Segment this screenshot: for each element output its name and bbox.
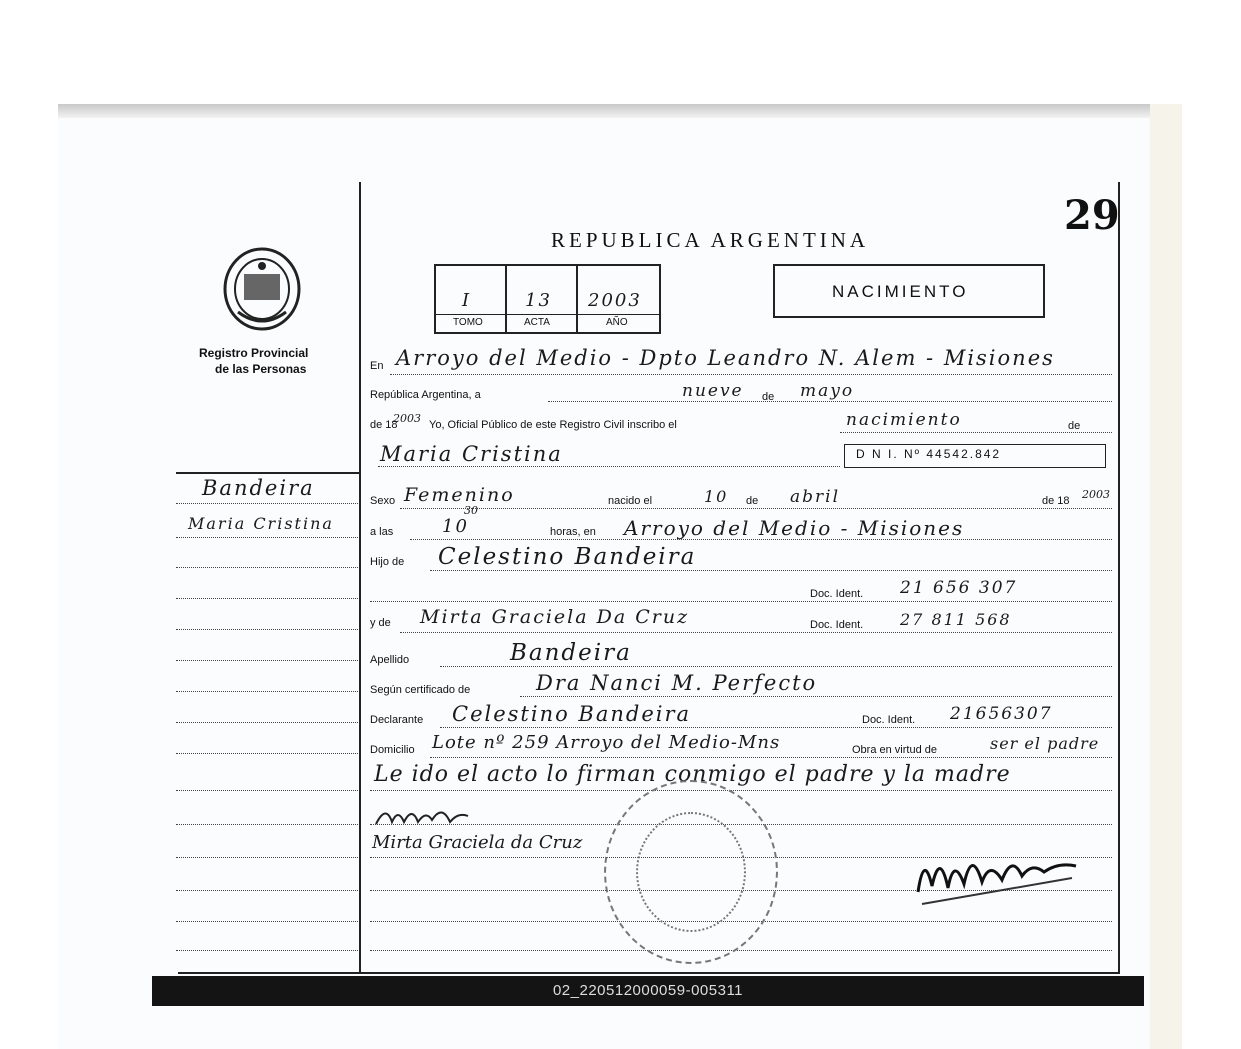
record-divider [576,266,578,332]
hw-declarant: Celestino Bandeira [452,702,692,726]
margin-line [176,691,358,692]
label-horas-en: horas, en [550,526,596,538]
acta-label: ACTA [524,317,550,328]
label-de: de [1068,420,1081,432]
ano-value: 2003 [588,290,642,311]
barcode-text: 02_220512000059-005311 [552,982,744,999]
hw-birth-year: 2003 [1082,488,1110,501]
page-number: 29 [1064,192,1120,239]
line [548,401,1112,402]
hw-place: Arroyo del Medio - Dpto Leandro N. Alem - Misiones [396,346,1055,370]
margin-line [176,890,358,891]
hw-name: Maria Cristina [380,442,563,466]
hw-surname: Bandeira [510,640,632,666]
label-hijo-de: Hijo de [370,556,405,568]
tomo-label: TOMO [453,317,483,328]
label-de-year: de 18 [1042,495,1070,507]
margin-line [176,722,358,723]
acta-value: 13 [525,290,552,311]
registry-line-1: Registro Provincial [199,346,309,360]
record-divider [505,266,507,332]
line [378,466,840,467]
label-republica: República Argentina, a [370,389,481,401]
line [430,570,1112,571]
hw-note: Le ido el acto lo firman conmigo el padre y la madre [374,762,1011,787]
label-sexo: Sexo [370,495,396,507]
hw-sex: Femenino [404,484,515,506]
margin-line [176,790,358,791]
label-obra: Obra en virtud de [852,744,937,756]
father-signature [372,798,472,834]
label-doc-ident: Doc. Ident. [810,588,864,600]
label-doc-ident: Doc. Ident. [862,714,916,726]
hw-month: mayo [800,381,855,401]
margin-line [176,537,358,538]
margin-line [176,503,358,504]
margin-line [176,857,358,858]
label-de: de [762,391,775,403]
hw-hour: 10 [442,516,469,537]
label-declarante: Declarante [370,714,424,726]
margin-divider [359,182,361,974]
label-de: de [746,495,759,507]
line [520,696,1112,697]
bottom-border [178,972,1120,974]
hw-birth-day: 10 [704,487,729,506]
hw-birth-place: Arroyo del Medio - Misiones [624,516,965,540]
label-nacido: nacido el [608,495,653,507]
hw-day: nueve [682,381,744,401]
margin-line [176,567,358,568]
hw-dni: D N I. Nº 44542.842 [856,447,1002,461]
label-doc-ident: Doc. Ident. [810,619,864,631]
tomo-value: I [462,290,472,311]
label-domicilio: Domicilio [370,744,415,756]
margin-names: Maria Cristina [188,514,334,533]
label-y-de: y de [370,617,391,629]
mother-signature: Mirta Graciela da Cruz [372,832,583,853]
margin-line [176,629,358,630]
provincial-seal-icon [222,246,302,332]
label-en: En [370,360,384,372]
line [400,632,1112,633]
hw-certificate: Dra Nanci M. Perfecto [536,671,818,695]
line [400,508,1112,509]
act-type-label: NACIMIENTO [832,282,969,301]
right-border [1118,182,1120,974]
margin-surname: Bandeira [202,476,315,500]
line [390,374,1112,375]
hw-act-type: nacimiento [846,410,962,430]
label-yo: Yo, Oficial Público de este Registro Civil inscribo el [429,419,677,431]
margin-line [176,753,358,754]
hw-father: Celestino Bandeira [438,544,697,570]
hw-mother-doc: 27 811 568 [900,610,1012,629]
margin-line [176,660,358,661]
paper-strip [1150,104,1182,1049]
hw-mother: Mirta Graciela Da Cruz [420,606,690,628]
hw-address: Lote nº 259 Arroyo del Medio-Mns [432,732,781,753]
line [840,432,1112,433]
line [370,950,1112,951]
line [370,790,1112,791]
line [440,666,1112,667]
ano-label: AÑO [606,317,628,328]
line [410,539,1112,540]
hw-minutes: 30 [464,504,478,517]
official-signature [912,842,1082,912]
barcode-bar [152,976,1144,1006]
scan-edge [58,104,1182,118]
official-stamp-inner [636,812,746,932]
country-title: REPUBLICA ARGENTINA [551,228,870,252]
margin-line [176,824,358,825]
hw-year: 2003 [393,412,421,425]
record-divider [436,314,659,315]
margin-top-line [176,472,360,474]
label-a-las: a las [370,526,394,538]
hw-capacity: ser el padre [990,734,1100,753]
line [440,727,1112,728]
margin-line [176,921,358,922]
hw-father-doc: 21 656 307 [900,578,1018,598]
line [370,601,1112,602]
hw-birth-month: abril [790,487,841,507]
label-apellido: Apellido [370,654,410,666]
line [430,757,1112,758]
margin-line [176,598,358,599]
margin-line [176,950,358,951]
registry-line-2: de las Personas [215,362,307,376]
label-segun: Según certificado de [370,684,471,696]
label-de-year: de 18 [370,419,398,431]
hw-declarant-doc: 21656307 [950,704,1053,724]
